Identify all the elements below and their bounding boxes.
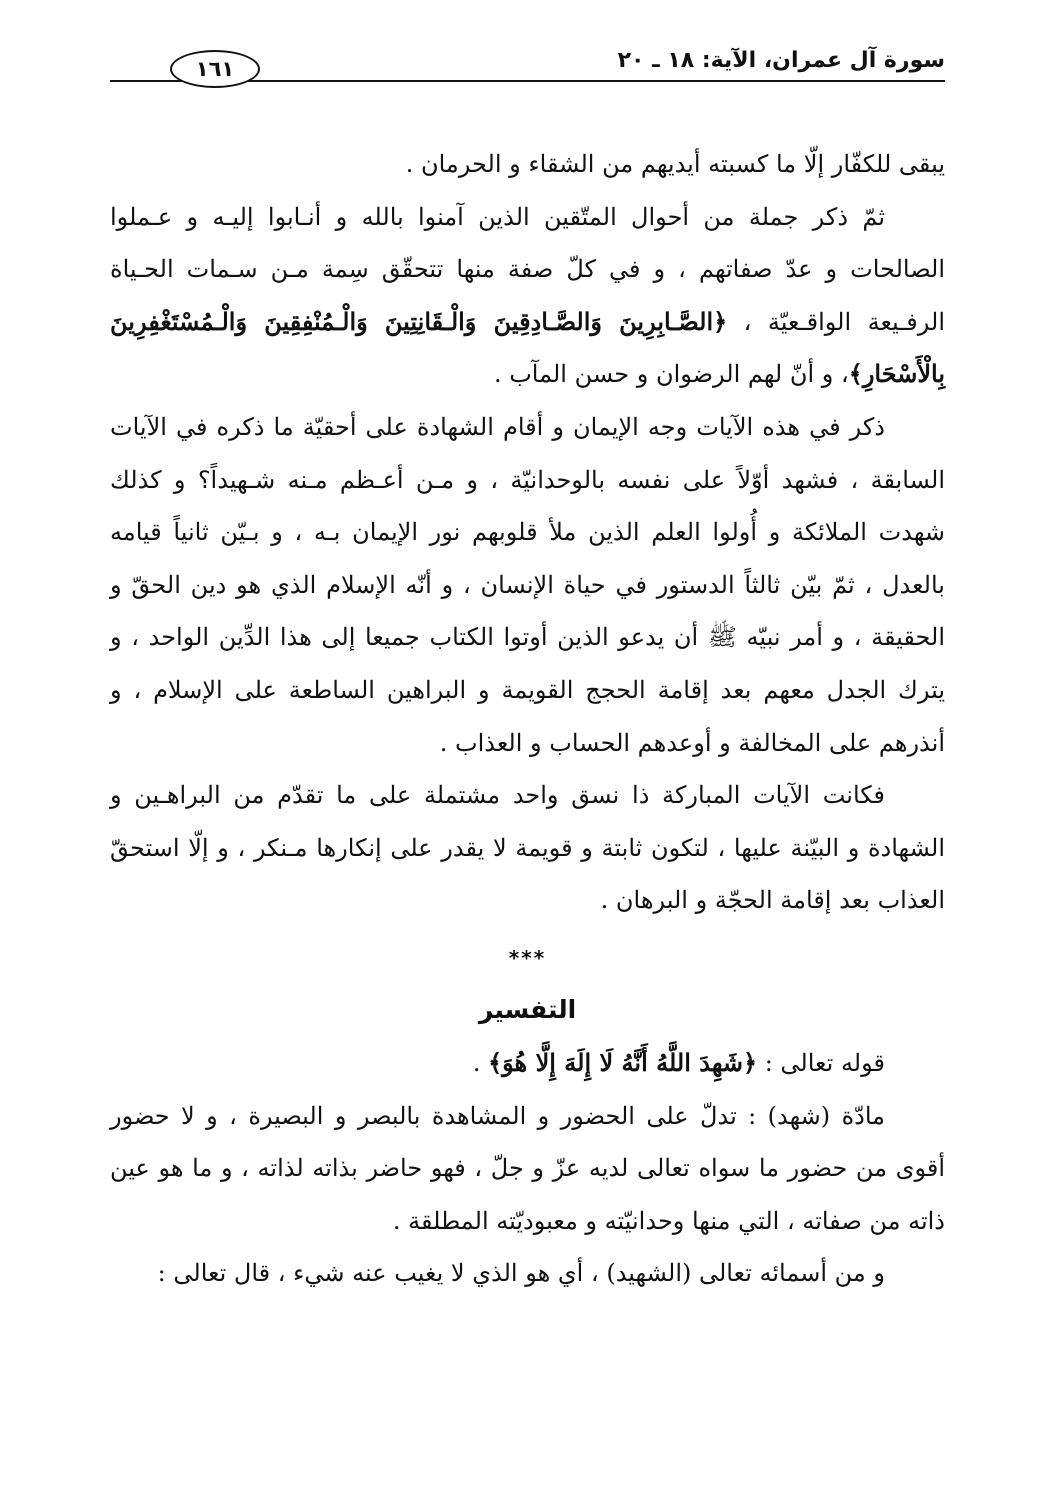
paragraph-6: مادّة (شهد) : تدلّ على الحضور و المشاهدة بالبصر و البصيرة ، و لا حضور أقوى من حضور ما سواه تعالى لديه عزّ و جلّ ، فهو حاضر بذاته لذاته ، و ما هو عين ذاته من صفاته ، التي منها وحدانيّته و معبوديّته المطلقة . <box>110 1101 945 1235</box>
paragraph-2 <box>110 191 945 401</box>
section-heading-tafsir: التفسير <box>478 994 577 1024</box>
page-body <box>110 138 945 1300</box>
page-number-badge: ١٦١ <box>170 50 260 88</box>
paragraph-2-text-b: ، و أنّ لهم الرضوان و حسن المآب . <box>493 360 849 389</box>
paragraph-1: يبقى للكفّار إلّا ما كسبته أيديهم من الشقاء و الحرمان . <box>405 150 945 178</box>
page-header <box>110 40 945 88</box>
paragraph-2-text-a: ثمّ ذكر جملة من أحوال المتّقين الذين آمنوا بالله و أنـابوا إليـه و عـملوا الصالحات و عدّ صفاتهم ، و في كلّ صفة منها تتحقّق سِمة مـن سـمات الحـياة الرفـيعة الواقـعيّة ، <box>110 202 945 336</box>
quran-verse-qualities: ﴿الصَّـابِرِينَ وَالصَّـادِقِينَ وَالْـقَانِتِينَ وَالْـمُنْفِقِينَ وَالْـمُسْتَغْفِرِينَ بِالْأَسْحَارِ﴾ <box>110 306 945 389</box>
paragraph-7: و من أسمائه تعالى (الشهيد) ، أي هو الذي لا يغيب عنه شيء ، قال تعالى : <box>157 1259 885 1288</box>
paragraph-4: فكانت الآيات المباركة ذا نسق واحد مشتملة على ما تقدّم من البراهـين و الشهادة و البيّنة عليها ، لتكون ثابتة و قويمة لا يقدر على إنكارها مـنكر ، و إلّا استحقّ العذاب بعد إقامة الحجّة و البرهان . <box>110 781 945 915</box>
paragraph-5-text-b: . <box>472 1048 489 1077</box>
paragraph-3: ذكر في هذه الآيات وجه الإيمان و أقام الشهادة على أحقيّة ما ذكره في الآيات السابقة ، فشهد أوّلاً على نفسه بالوحدانيّة ، و مـن أعـظم مـنه شـهيداً؟ و كذلك شهدت الملائكة و أُولوا العلم الذين ملأ قلوبهم نور الإيمان بـه ، و بـيّن ثانياً قيامه بالعدل ، ثمّ بيّن ثالثاً الدستور في حياة الإنسان ، و أنّه الإسلام الذي هو دين الحقّ و الحقيقة ، و أمر نبيّه ﷺ أن يدعو الذين أوتوا الكتاب جميعا إلى هذا الدِّين الواحد ، و يترك الجدل معهم بعد إقامة الحجج القويمة و البراهين الساطعة على الإسلام ، و أنذرهم على المخالفة و أوعدهم الحساب و العذاب . <box>110 412 945 757</box>
paragraph-5-text-a: قوله تعالى : <box>757 1048 885 1077</box>
quran-verse-shahida: ﴿شَهِدَ اللَّهُ أَنَّهُ لَا إِلَهَ إِلَّا هُوَ﴾ <box>488 1047 758 1077</box>
section-separator: *** <box>508 945 547 970</box>
paragraph-5 <box>110 1037 945 1090</box>
running-title: سورة آل عمران، الآية: ١٨ ـ ٢٠ <box>617 48 945 73</box>
